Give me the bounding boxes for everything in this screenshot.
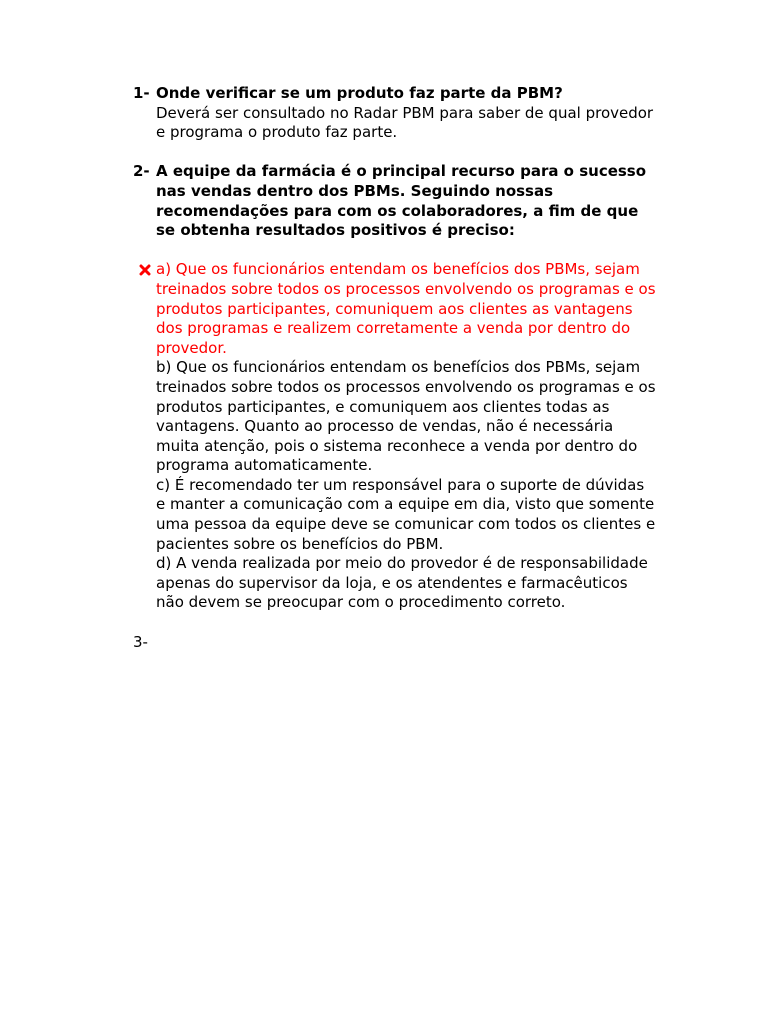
option-b: b) Que os funcionários entendam os benefícios dos PBMs, sejam treinados sobre todos os processos envolvendo os programas e os produtos participantes, e comuniquem aos clientes todas as vantagens. Quanto ao processo de vendas, não é necessária muita atenção, pois o sistema reconhece a venda por dentro do programa automaticamente. [156, 358, 656, 475]
document-page [0, 84, 768, 652]
spacer [0, 143, 768, 163]
question-3-body [156, 633, 658, 653]
option-c: c) É recomendado ter um responsável para o suporte de dúvidas e manter a comunicação com a equipe em dia, visto que somente uma pessoa da equipe deve se comunicar com todos os clientes e pacientes sobre os benefícios do PBM. [156, 475, 656, 553]
question-1-title: Onde verificar se um produto faz parte da PBM? [156, 84, 563, 102]
spacer [156, 241, 658, 261]
question-2-title: A equipe da farmácia é o principal recurso para o sucesso nas vendas dentro dos PBMs. Seguindo nossas recomendações para com os colaboradores, a fim de que se obtenha resultados positivos é preciso: [156, 162, 647, 240]
option-a: a) Que os funcionários entendam os benefícios dos PBMs, sejam treinados sobre todos os processos envolvendo os programas e os produtos participantes, comuniquem aos clientes as vantagens dos programas e realizem corretamente a venda por dentro do provedor. [156, 260, 656, 357]
x-mark-icon [138, 260, 152, 280]
question-3 [0, 633, 658, 653]
question-3-number: 3- [133, 632, 148, 651]
question-2 [0, 162, 658, 613]
spacer [0, 613, 768, 633]
question-1-answer: Deverá ser consultado no Radar PBM para saber de qual provedor e programa o produto faz parte. [156, 103, 654, 142]
question-2-number: 2- [133, 162, 150, 181]
question-1-number: 1- [133, 84, 150, 102]
question-1 [0, 84, 658, 143]
option-a-row [156, 260, 658, 358]
option-d: d) A venda realizada por meio do provedor é de responsabilidade apenas do supervisor da loja, e os atendentes e farmacêuticos não devem se preocupar com o procedimento correto. [156, 554, 648, 612]
